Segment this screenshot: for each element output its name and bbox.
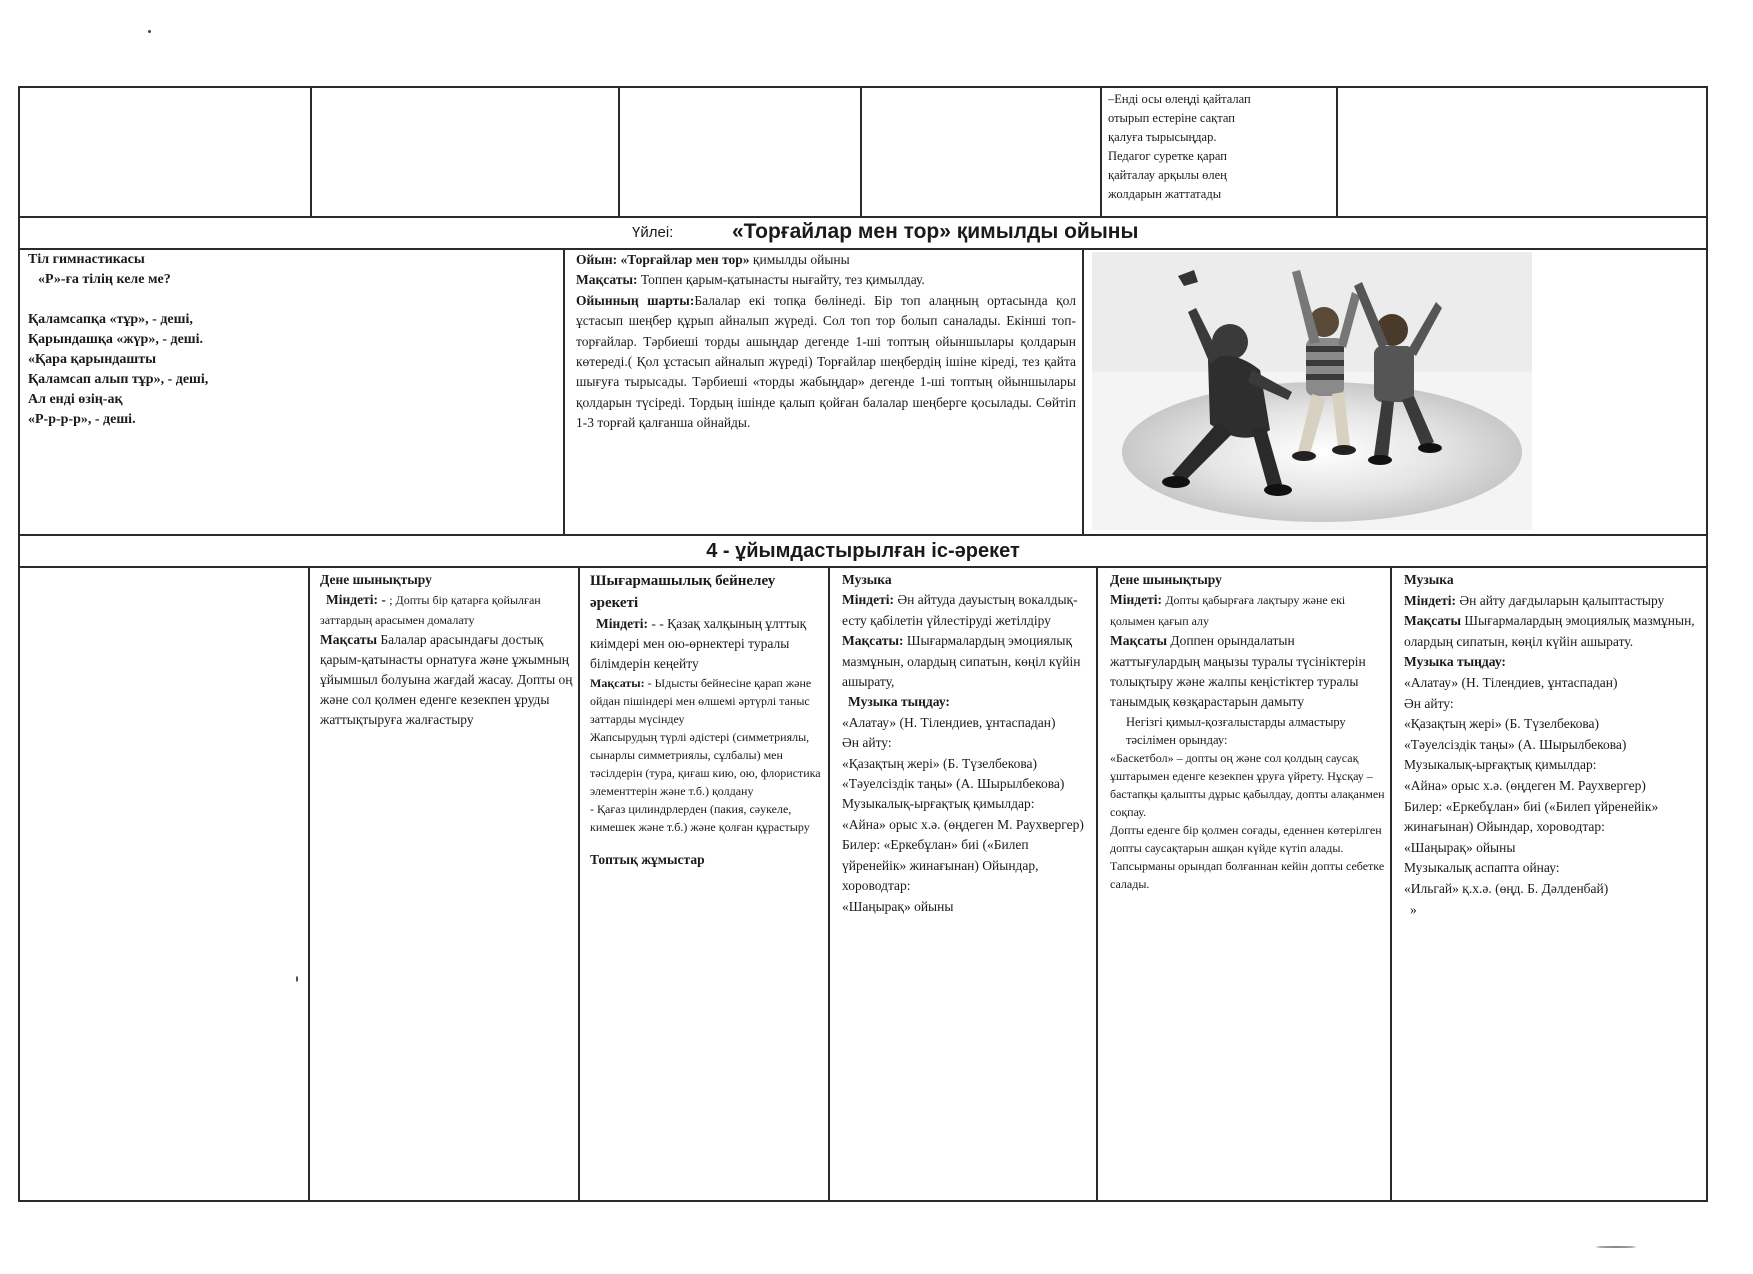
music1-line: Музыкалық-ырғақтық қимылдар:: [842, 796, 1035, 812]
table-right-border: [1706, 86, 1708, 1202]
tongue-subtitle: «Р»-ға тілің келе ме?: [38, 272, 171, 287]
scan-speck: [1596, 1246, 1636, 1248]
music1-goal-text: Шығармалардың эмоциялық мазмұнын, олардың сипатын, көңіл күйін ашырату,: [842, 633, 1081, 690]
music2-line: »: [1410, 901, 1417, 917]
pe2-line: Тапсырманы орындап болғаннан кейін допты себетке салады.: [1110, 858, 1385, 891]
tongue-gymnastics-cell: [28, 250, 558, 532]
table-bottom-border: [18, 1200, 1708, 1202]
music2-task-text: Ән айту дағдыларын қалыптастыру: [1459, 592, 1665, 608]
game-rules-label: Ойынның шарты:: [576, 292, 695, 308]
game-col-line-2: [1082, 248, 1084, 534]
top-col-line-4: [1100, 86, 1102, 216]
music1-line: Билер: «Еркебұлан» биі («Билеп үйренейік» жинағынан) Ойындар, хороводтар:: [842, 837, 1039, 894]
walk-band: [20, 218, 1706, 248]
row-divider-activities: [18, 566, 1708, 568]
activity-art: [590, 570, 824, 1196]
repeat-line: қайталау арқылы өлең: [1108, 168, 1227, 182]
children-playing-illustration: [1092, 252, 1532, 530]
music2-listen-label: Музыка тыңдау:: [1404, 654, 1506, 670]
activity-pe-1: [320, 570, 574, 1196]
table-top-border: [18, 86, 1708, 88]
repeat-line: –Енді осы өлеңді қайталап: [1108, 92, 1251, 106]
top-col-line-3: [860, 86, 862, 216]
tongue-line: Қаламсапқа «тұр», - деші,: [28, 312, 193, 327]
pe2-line: «Баскетбол» – допты оң және сол қолдың саусақ ұштарымен еденге кезекпен ұруға үйрету. Нұсқау – бастапқы қалыпты дұрыс қабылдау, допты алақанмен соқпау.: [1110, 750, 1385, 819]
pe2-line: Негізгі қимыл-қозғалыстарды алмастыру тәсілімен орындау:: [1126, 714, 1346, 747]
top-col-line-1: [310, 86, 312, 216]
scan-speck: [296, 976, 298, 982]
repeat-line: жолдарын жаттатады: [1108, 187, 1222, 201]
music1-line: «Айна» орыс х.ә. (өңдеген М. Раухвергер): [842, 816, 1084, 832]
section4-title: 4 - ұйымдастырылған іс-әрекет: [706, 540, 1020, 562]
activity-music-1: [842, 570, 1090, 1196]
repeat-line: қалуға тырысыңдар.: [1108, 130, 1217, 144]
pe1-title: Дене шынықтыру: [320, 572, 432, 587]
music1-line: Ән айту:: [842, 735, 892, 751]
pe2-line: Допты еденге бір қолмен соғады, еденнен көтерілген допты саусақтарын ашқан күйде күтіп алады.: [1110, 822, 1382, 855]
tongue-line: Қаламсап алып тұр», - деші,: [28, 372, 209, 387]
art-extra-1: Жапсырудың түрлі әдістері (симметриялы, сынарлы симметриялы, сұлбалы) мен тәсілдерін (тура, қиғаш кию, ою, флористика элементтерін және т.б.) қолдану: [590, 730, 821, 798]
music2-task-label: Міндеті:: [1404, 592, 1456, 608]
pe1-task-text: ; Допты бір қатарға қойылған заттардың арасымен домалату: [320, 593, 541, 627]
top-cell-repeat-text: [1108, 90, 1334, 214]
game-rules-text: Балалар екі топқа бөлінеді. Бір топ алаңның ортасында қол ұстасып шеңбер құрып айналып жүреді. Сол топ тор болып саналады. Екінші топ-торғайлар. Тәрбиеші торды ашыңдар дегенде 1-ші топтың ойыншылары қолдарын көтереді.( Қол ұстасып айналып жүреді) Торғайлар шеңбердің ішіне кіреді, тез қайта шығуға тырысады. Тәрбиеші «торды жабыңдар» дегенде 1-ші топтың ойыншылары қолдарын түсіреді. Тордың ішінде қалып қойған балалар шеңберге қосылады. Сөйтіп 1-3 торғай қалғанша ойнайды.: [576, 292, 1076, 431]
act-col-line-4: [1096, 566, 1098, 1200]
music1-line: «Алатау» (Н. Тілендиев, ұнтаспадан): [842, 714, 1056, 730]
pe1-task-label: Міндеті: -: [326, 592, 386, 607]
music2-goal-text: Шығармалардың эмоциялық мазмұнын, олардың сипатын, көңіл күйін ашырату.: [1404, 613, 1695, 649]
top-col-line-5: [1336, 86, 1338, 216]
act-col-line-5: [1390, 566, 1392, 1200]
game-title-rest: қимылды ойыны: [752, 252, 850, 267]
art-goal-text: - Ыдысты бейнесіне қарап және ойдан пішіндері мен өлшемі әртүрлі таныс заттарды мүсіндеу: [590, 676, 812, 726]
music2-line: «Айна» орыс х.ә. (өңдеген М. Раухвергер): [1404, 777, 1646, 793]
pe2-title: Дене шынықтыру: [1110, 572, 1222, 587]
music1-line: «Қазақтың жері» (Б. Түзелбекова): [842, 755, 1038, 771]
music2-line: «Қазақтың жері» (Б. Түзелбекова): [1404, 716, 1600, 732]
game-goal-text: Топпен қарым-қатынасты нығайту, тез қимылдау.: [640, 272, 925, 288]
children-playing-image: [1092, 252, 1532, 530]
music2-line: «Алатау» (Н. Тілендиев, ұнтаспадан): [1404, 674, 1618, 690]
repeat-line: отырып естеріне сақтап: [1108, 111, 1235, 125]
activity-music-2: [1404, 570, 1702, 1196]
game-description-cell: [576, 250, 1076, 532]
act-col-line-2: [578, 566, 580, 1200]
music2-line: «Тәуелсіздік таңы» (А. Шырылбекова): [1404, 736, 1627, 752]
tongue-title: Тіл гимнастикасы: [28, 252, 145, 267]
walk-label: Үйлеі:: [632, 224, 674, 241]
music2-title: Музыка: [1404, 572, 1454, 587]
tongue-line: «Қара қарындашты: [28, 352, 156, 367]
art-task-label: Міндеті:: [596, 616, 648, 631]
music1-line: «Тәуелсіздік таңы» (А. Шырылбекова): [842, 776, 1065, 792]
tongue-line: Қарындашқа «жүр», - деші.: [28, 332, 204, 347]
game-title-text: «Торғайлар мен тор»: [620, 252, 750, 267]
pe2-goal-text: Доппен орындалатын жаттығулардың маңызы туралы түсініктерін толықтыру және жалпы кеңістіктер туралы танымдық көзқарастарын дамыту: [1110, 633, 1366, 710]
music1-goal-label: Мақсаты:: [842, 633, 904, 649]
repeat-line: Педагог суретке қарап: [1108, 149, 1227, 163]
music2-line: Музыкалық-ырғақтық қимылдар:: [1404, 757, 1597, 773]
row-divider-section4: [18, 534, 1708, 536]
art-title: Шығармашылық бейнелеу әрекеті: [590, 573, 776, 611]
pe2-goal-label: Мақсаты: [1110, 633, 1167, 649]
game-col-line-1: [563, 248, 565, 534]
walk-title: «Торғайлар мен тор» қимылды ойыны: [732, 220, 1139, 243]
art-task-text: - - Қазақ халқының ұлттық киімдері мен ою-өрнектері туралы білімдерін кеңейту: [590, 616, 807, 671]
game-goal-label: Мақсаты:: [576, 272, 638, 288]
music2-line: Музыкалық аспапта ойнау:: [1404, 860, 1560, 876]
art-goal-label: Мақсаты:: [590, 676, 645, 690]
music2-line: «Шаңырақ» ойыны: [1404, 839, 1516, 855]
music1-title: Музыка: [842, 572, 892, 587]
music2-line: Ән айту:: [1404, 695, 1454, 711]
act-col-line-1: [308, 566, 310, 1200]
game-title-label: Ойын:: [576, 252, 618, 267]
act-col-line-3: [828, 566, 830, 1200]
music1-task-label: Міндеті:: [842, 592, 894, 608]
activity-pe-2: [1110, 570, 1386, 1196]
top-col-line-2: [618, 86, 620, 216]
pe1-goal-text: Балалар арасындағы достық қарым-қатынасты орнатуға және ұжымның ұйымшыл болуына жағдай жасау. Допты оң және сол қолмен еденге кезекпен ұруды жаттықтыруға жалғастыру: [320, 632, 573, 727]
music1-task-text: Ән айтуда дауыстың вокалдық-есту қабілетін үйлестіруді жетілдіру: [842, 592, 1078, 628]
art-extra-2: - Қағаз цилиндрлерден (пакия, сәукеле, кимешек және т.б.) және қолған құрастыру: [590, 802, 810, 834]
music2-goal-label: Мақсаты: [1404, 613, 1461, 629]
music2-line: «Ильгай» қ.х.ә. (өңд. Б. Дәлденбай): [1404, 880, 1609, 896]
music2-line: Билер: «Еркебұлан» биі («Билеп үйренейік» жинағынан) Ойындар, хороводтар:: [1404, 798, 1659, 835]
music1-line: «Шаңырақ» ойыны: [842, 898, 954, 914]
music1-listen-label: Музыка тыңдау:: [848, 694, 950, 710]
pe2-task-label: Міндеті:: [1110, 592, 1162, 608]
art-footer: Топтық жұмыстар: [590, 852, 705, 867]
table-left-border: [18, 86, 20, 1202]
tongue-line: «Р-р-р-р», - деші.: [28, 412, 136, 427]
scan-speck: [148, 30, 151, 33]
tongue-line: Ал енді өзің-ақ: [28, 392, 123, 407]
pe1-goal-label: Мақсаты: [320, 632, 377, 647]
pe2-task-text: Допты қабырғаға лақтыру және екі қолымен қағып алу: [1110, 593, 1346, 628]
